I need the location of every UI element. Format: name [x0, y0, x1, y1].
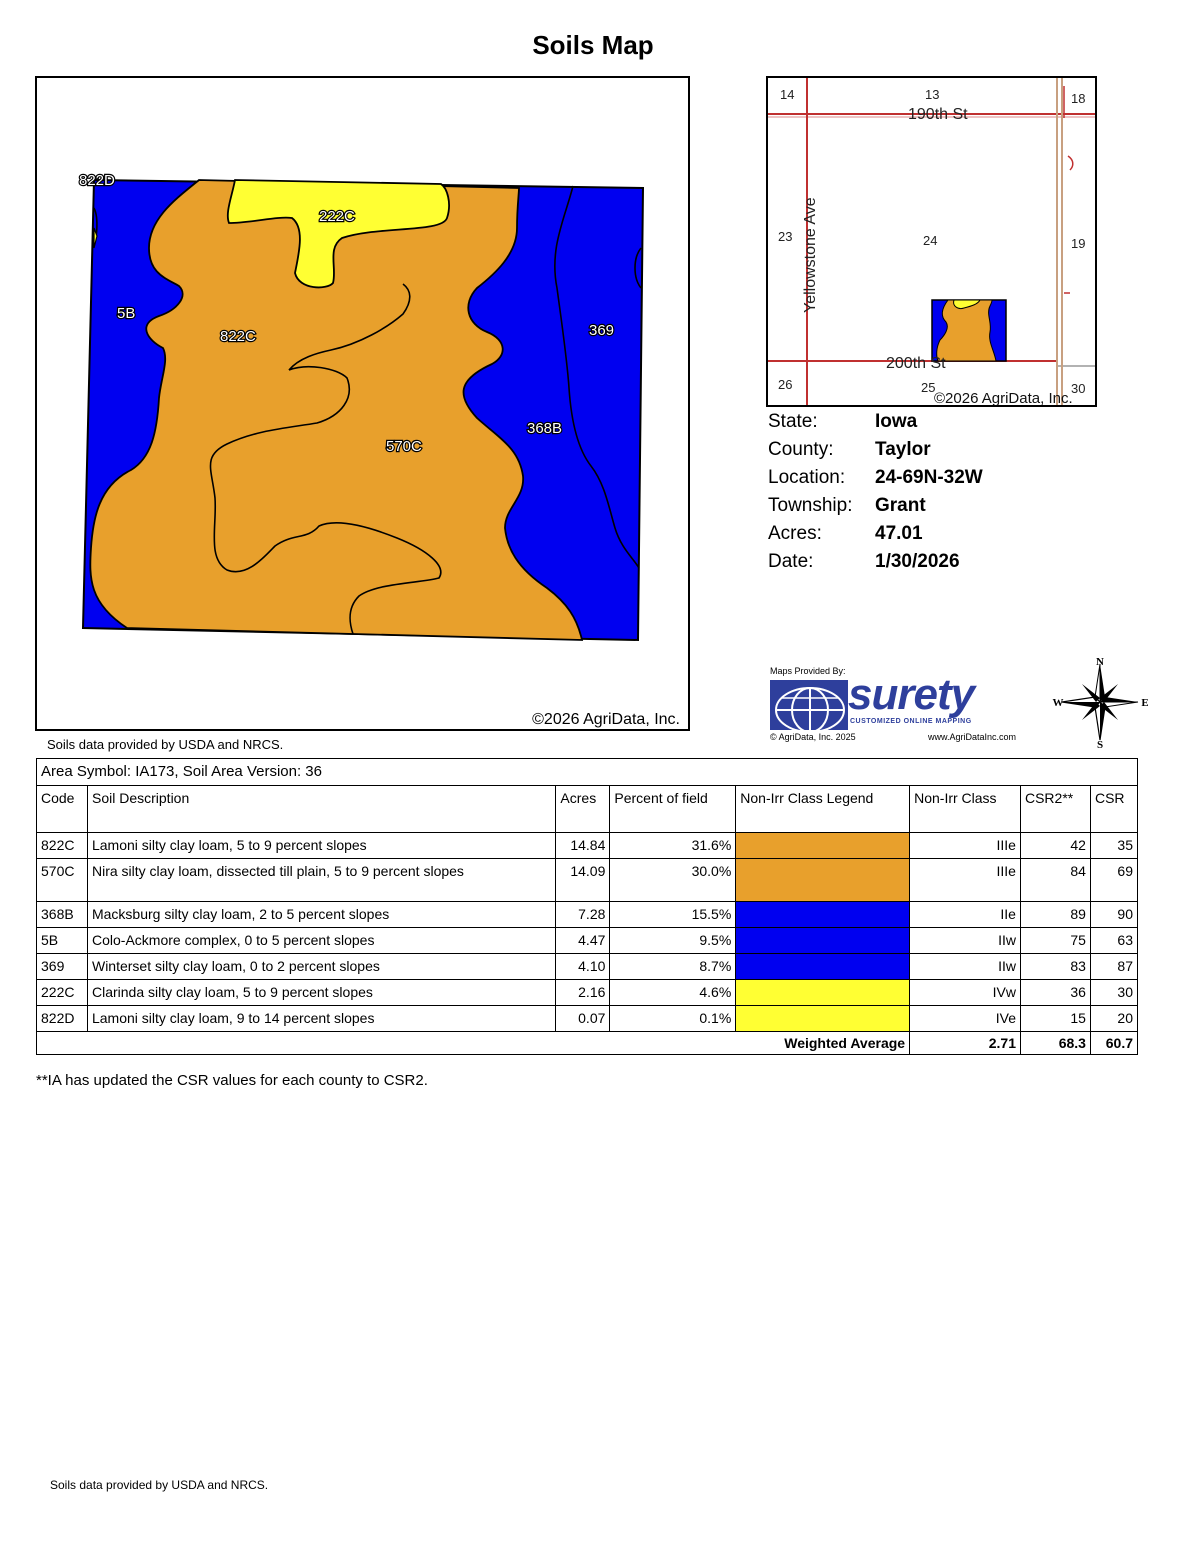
- table-row: [37, 954, 1138, 980]
- weighted-csr2: 68.3: [1020, 1032, 1090, 1055]
- cell-percent: 0.1%: [610, 1006, 736, 1032]
- col-header-code: Code: [37, 786, 88, 833]
- location-info: [768, 408, 983, 576]
- col-header-acres: Acres: [556, 786, 610, 833]
- cell-description: Clarinda silty clay loam, 5 to 9 percent slopes: [87, 980, 555, 1006]
- cell-legend-swatch: [736, 954, 910, 980]
- road-label-200th-st: 200th St: [886, 355, 946, 372]
- location-inset-map: [766, 76, 1097, 407]
- road-label-yellowstone-ave: Yellowstone Ave: [802, 197, 819, 313]
- section-26: 26: [778, 377, 793, 392]
- table-row: [37, 928, 1138, 954]
- cell-class: IIe: [910, 902, 1021, 928]
- road-label-190th-st: 190th St: [908, 106, 968, 123]
- cell-class: IIIe: [910, 833, 1021, 859]
- map-label-822d: 822D: [79, 172, 115, 189]
- logo-url: www.AgriDataInc.com: [928, 732, 1017, 742]
- table-row: [37, 1006, 1138, 1032]
- info-row-state: [768, 408, 983, 436]
- cell-csr2: 36: [1020, 980, 1090, 1006]
- cell-class: IVw: [910, 980, 1021, 1006]
- section-25: 25: [921, 380, 936, 395]
- map-label-369: 369: [589, 322, 615, 339]
- section-19: 19: [1071, 236, 1086, 251]
- info-label: Acres:: [768, 523, 822, 544]
- info-value: Grant: [875, 495, 926, 516]
- col-header-class: Non-Irr Class: [910, 786, 1021, 833]
- cell-acres: 4.10: [556, 954, 610, 980]
- cell-description: Lamoni silty clay loam, 5 to 9 percent slopes: [87, 833, 555, 859]
- cell-class: IIw: [910, 954, 1021, 980]
- info-label: State:: [768, 411, 818, 432]
- logo-provided-by: Maps Provided By:: [770, 666, 846, 676]
- info-label: County:: [768, 439, 834, 460]
- cell-code: 822D: [37, 1006, 88, 1032]
- info-value: 24-69N-32W: [875, 467, 983, 488]
- info-label: Date:: [768, 551, 814, 572]
- cell-acres: 4.47: [556, 928, 610, 954]
- cell-description: Winterset silty clay loam, 0 to 2 percent slopes: [87, 954, 555, 980]
- cell-csr2: 89: [1020, 902, 1090, 928]
- weighted-average-label: Weighted Average: [37, 1032, 910, 1055]
- cell-class: IVe: [910, 1006, 1021, 1032]
- cell-csr: 87: [1090, 954, 1137, 980]
- cell-description: Macksburg silty clay loam, 2 to 5 percent slopes: [87, 902, 555, 928]
- cell-percent: 4.6%: [610, 980, 736, 1006]
- compass-east: E: [1141, 697, 1148, 709]
- section-13: 13: [925, 87, 940, 102]
- logo-copyright: © AgriData, Inc. 2025: [770, 732, 856, 742]
- map-label-570c: 570C: [386, 438, 422, 455]
- section-30: 30: [1071, 381, 1086, 396]
- cell-csr: 35: [1090, 833, 1137, 859]
- info-value: Taylor: [875, 439, 931, 460]
- area-symbol-row: [37, 759, 1138, 786]
- weighted-csr: 60.7: [1090, 1032, 1137, 1055]
- info-row-location: [768, 464, 983, 492]
- table-row: [37, 859, 1138, 902]
- cell-class: IIIe: [910, 859, 1021, 902]
- section-14: 14: [780, 87, 795, 102]
- section-18: 18: [1071, 91, 1086, 106]
- cell-csr: 20: [1090, 1006, 1137, 1032]
- cell-csr: 69: [1090, 859, 1137, 902]
- surety-logo: [768, 664, 1038, 746]
- cell-csr: 30: [1090, 980, 1137, 1006]
- cell-percent: 8.7%: [610, 954, 736, 980]
- map-label-222c: 222C: [319, 208, 355, 225]
- cell-acres: 2.16: [556, 980, 610, 1006]
- main-soils-map: [35, 76, 690, 731]
- info-row-township: [768, 492, 983, 520]
- table-row: [37, 902, 1138, 928]
- col-header-percent: Percent of field: [610, 786, 736, 833]
- cell-legend-swatch: [736, 980, 910, 1006]
- map-label-822c: 822C: [220, 328, 256, 345]
- cell-class: IIw: [910, 928, 1021, 954]
- cell-legend-swatch: [736, 928, 910, 954]
- cell-percent: 15.5%: [610, 902, 736, 928]
- cell-code: 369: [37, 954, 88, 980]
- cell-legend-swatch: [736, 859, 910, 902]
- table-header-row: [37, 786, 1138, 833]
- cell-csr2: 15: [1020, 1006, 1090, 1032]
- cell-code: 5B: [37, 928, 88, 954]
- cell-csr2: 42: [1020, 833, 1090, 859]
- section-24: 24: [923, 233, 938, 248]
- map-label-368b: 368B: [527, 420, 563, 437]
- cell-description: Colo-Ackmore complex, 0 to 5 percent slopes: [87, 928, 555, 954]
- cell-acres: 0.07: [556, 1006, 610, 1032]
- csr2-footnote: **IA has updated the CSR values for each county to CSR2.: [36, 1072, 428, 1089]
- cell-csr: 63: [1090, 928, 1137, 954]
- col-header-csr: CSR: [1090, 786, 1137, 833]
- inset-map-canvas: [768, 78, 1095, 405]
- cell-code: 222C: [37, 980, 88, 1006]
- weighted-class: 2.71: [910, 1032, 1021, 1055]
- col-header-description: Soil Description: [87, 786, 555, 833]
- inset-copyright: ©2026 AgriData, Inc.: [934, 390, 1073, 405]
- cell-legend-swatch: [736, 1006, 910, 1032]
- page-title: Soils Map: [532, 30, 654, 60]
- map-label-5b: 5B: [117, 305, 136, 322]
- info-label: Township:: [768, 495, 853, 516]
- cell-legend-swatch: [736, 833, 910, 859]
- cell-percent: 30.0%: [610, 859, 736, 902]
- info-value: 47.01: [875, 523, 923, 544]
- cell-code: 570C: [37, 859, 88, 902]
- cell-acres: 7.28: [556, 902, 610, 928]
- logo-tagline: CUSTOMIZED ONLINE MAPPING: [850, 718, 972, 725]
- cell-csr2: 75: [1020, 928, 1090, 954]
- cell-percent: 31.6%: [610, 833, 736, 859]
- col-header-csr2: CSR2**: [1020, 786, 1090, 833]
- table-row: [37, 980, 1138, 1006]
- cell-description: Nira silty clay loam, dissected till plain, 5 to 9 percent slopes: [87, 859, 555, 902]
- weighted-average-row: [37, 1032, 1138, 1055]
- cell-csr: 90: [1090, 902, 1137, 928]
- section-23: 23: [778, 229, 793, 244]
- compass-rose-icon: [1052, 654, 1148, 750]
- info-value: Iowa: [875, 411, 918, 432]
- globe-icon: [770, 680, 848, 730]
- cell-code: 368B: [37, 902, 88, 928]
- info-row-acres: [768, 520, 983, 548]
- source-note: Soils data provided by USDA and NRCS.: [47, 737, 284, 752]
- soils-table: [36, 758, 1138, 1055]
- info-row-county: [768, 436, 983, 464]
- soils-map-canvas: [37, 78, 688, 729]
- logo-brand: surety: [848, 670, 975, 719]
- cell-acres: 14.09: [556, 859, 610, 902]
- col-header-legend: Non-Irr Class Legend: [736, 786, 910, 833]
- compass-north: N: [1096, 656, 1104, 668]
- cell-percent: 9.5%: [610, 928, 736, 954]
- cell-code: 822C: [37, 833, 88, 859]
- area-symbol: Area Symbol: IA173, Soil Area Version: 36: [37, 759, 1138, 786]
- compass-west: W: [1052, 697, 1064, 709]
- info-value: 1/30/2026: [875, 551, 960, 572]
- cell-legend-swatch: [736, 902, 910, 928]
- cell-csr2: 83: [1020, 954, 1090, 980]
- cell-acres: 14.84: [556, 833, 610, 859]
- map-copyright: ©2026 AgriData, Inc.: [532, 711, 680, 728]
- info-row-date: [768, 548, 983, 576]
- info-label: Location:: [768, 467, 846, 488]
- table-row: [37, 833, 1138, 859]
- cell-description: Lamoni silty clay loam, 9 to 14 percent slopes: [87, 1006, 555, 1032]
- source-note-footer: Soils data provided by USDA and NRCS.: [50, 1478, 269, 1492]
- cell-csr2: 84: [1020, 859, 1090, 902]
- compass-south: S: [1096, 739, 1104, 750]
